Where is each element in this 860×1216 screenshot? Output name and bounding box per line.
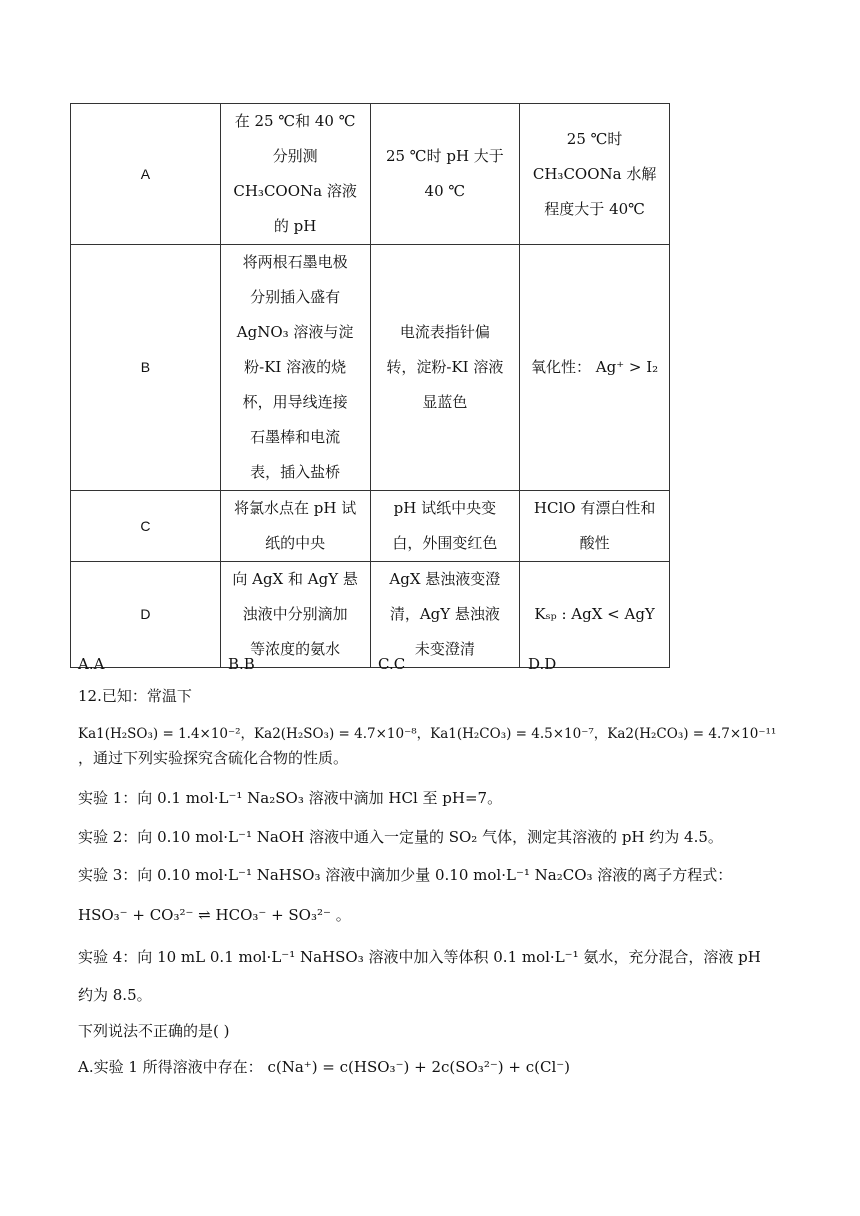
conclusion-cell: Kₛₚ : AgX < AgY xyxy=(520,562,670,668)
row-label: A xyxy=(71,104,221,245)
option-a[interactable]: A.A xyxy=(78,655,105,673)
phenomenon-cell: pH 试纸中央变 白，外围变红色 xyxy=(370,491,520,562)
phenomenon-cell: 25 ℃时 pH 大于 40 ℃ xyxy=(370,104,520,245)
table-row xyxy=(71,491,670,562)
operation-cell: 在 25 ℃和 40 ℃ 分别测 CH₃COONa 溶液 的 pH xyxy=(220,104,370,245)
row-label: C xyxy=(71,491,221,562)
option-a-text[interactable]: A.实验 1 所得溶液中存在： c(Na⁺) = c(HSO₃⁻) + 2c(SO₃²⁻) + c(Cl⁻) xyxy=(78,1058,571,1076)
phenomenon-cell: AgX 悬浊液变澄 清，AgY 悬浊液 未变澄清 xyxy=(370,562,520,668)
option-c[interactable]: C.C xyxy=(378,655,406,673)
option-b[interactable]: B.B xyxy=(228,655,255,673)
row-label: D xyxy=(71,562,221,668)
experiment-4-continued: 约为 8.5。 xyxy=(78,986,152,1004)
conclusion-cell: 25 ℃时 CH₃COONa 水解 程度大于 40℃ xyxy=(520,104,670,245)
question-12-prompt: 下列说法不正确的是( ) xyxy=(78,1022,230,1040)
experiment-table xyxy=(70,103,670,668)
acid-constants: Ka1(H₂SO₃) = 1.4×10⁻²，Ka2(H₂SO₃) = 4.7×10⁻⁸，Ka1(H₂CO₃) = 4.5×10⁻⁷，Ka2(H₂CO₃) = 4.7×10⁻¹¹ xyxy=(78,726,777,742)
option-d[interactable]: D.D xyxy=(528,655,557,673)
table-row xyxy=(71,245,670,491)
experiment-3-equation: HSO₃⁻ + CO₃²⁻ ⇌ HCO₃⁻ + SO₃²⁻ 。 xyxy=(78,906,351,924)
experiment-1: 实验 1：向 0.1 mol·L⁻¹ Na₂SO₃ 溶液中滴加 HCl 至 pH=7。 xyxy=(78,789,503,807)
experiment-3: 实验 3：向 0.10 mol·L⁻¹ NaHSO₃ 溶液中滴加少量 0.10 mol·L⁻¹ Na₂CO₃ 溶液的离子方程式： xyxy=(78,866,733,884)
constants-tail: ，通过下列实验探究含硫化合物的性质。 xyxy=(78,749,349,767)
operation-cell: 向 AgX 和 AgY 悬 浊液中分别滴加 等浓度的氨水 xyxy=(220,562,370,668)
table-row xyxy=(71,104,670,245)
phenomenon-cell: 电流表指针偏 转，淀粉-KI 溶液 显蓝色 xyxy=(370,245,520,491)
conclusion-cell: HClO 有漂白性和 酸性 xyxy=(520,491,670,562)
conclusion-cell: 氧化性： Ag⁺ > I₂ xyxy=(520,245,670,491)
experiment-4: 实验 4：向 10 mL 0.1 mol·L⁻¹ NaHSO₃ 溶液中加入等体积 0.1 mol·L⁻¹ 氨水，充分混合，溶液 pH xyxy=(78,948,761,966)
operation-cell: 将氯水点在 pH 试 纸的中央 xyxy=(220,491,370,562)
experiment-2: 实验 2：向 0.10 mol·L⁻¹ NaOH 溶液中通入一定量的 SO₂ 气体，测定其溶液的 pH 约为 4.5。 xyxy=(78,828,723,846)
question-12-intro: 12.已知：常温下 xyxy=(78,687,192,705)
row-label: B xyxy=(71,245,221,491)
table-row xyxy=(71,562,670,668)
operation-cell: 将两根石墨电极 分别插入盛有 AgNO₃ 溶液与淀 粉-KI 溶液的烧 杯，用导线连接 石墨棒和电流 表，插入盐桥 xyxy=(220,245,370,491)
